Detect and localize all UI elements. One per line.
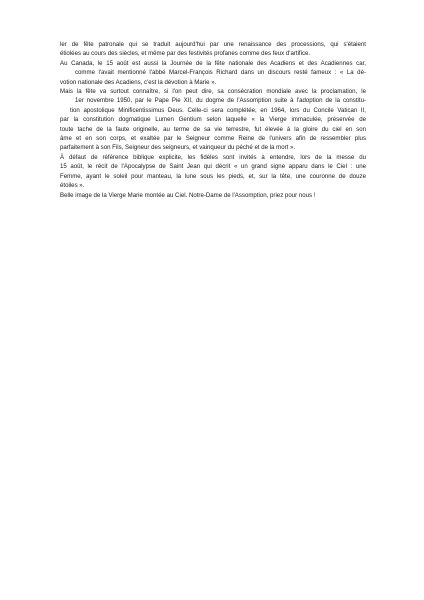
text-line: Mais la fête va surtout connaître, si l'on peut dire, sa consécration mondiale avec la proclamation, le	[60, 88, 366, 96]
text-line: Au Canada, le 15 août est aussi la Journée de la fête nationale des Acadiens et des Acadiennes car,	[60, 59, 366, 67]
text-line: votion nationale des Acadiens, c'est la dévotion à Marie ».	[60, 78, 217, 86]
paragraph-apocalypse	[60, 153, 366, 191]
text-line: parfaitement à son Fils, Seigneur des seigneurs, et vainqueur du péché et de la mort ».	[60, 144, 296, 152]
text-line: tion apostolique Minificentissimus Deus. Celle-ci sera complétée, en 1964, lors du Concile Vatican II,	[70, 106, 366, 114]
paragraph-dogma	[60, 87, 366, 153]
text-line: toute tache de la faute originelle, au terme de sa vie terrestre, fut élevée à la gloire du ciel en son	[60, 125, 366, 133]
text-line: comme l'avait mentionné l'abbé Marcel-François Richard dans un discours resté fameux : « La dé-	[75, 69, 366, 77]
text-line: Belle image de la Vierge Marie montée au Ciel. Notre-Dame de l'Assomption, priez pour nous !	[60, 191, 316, 199]
text-line: Femme, ayant le soleil pour manteau, la lune sous les pieds, et, sur la tête, une couronne de douze	[60, 172, 366, 180]
text-line: 1er novembre 1950, par le Pape Pie XII, du dogme de l'Assomption suite à l'adoption de la constitu-	[75, 97, 366, 105]
paragraph-prayer	[60, 191, 366, 200]
text-line: par la constitution dogmatique Lumen Gentium selon laquelle « la Vierge immaculée, préservée de	[60, 116, 366, 124]
document-page	[60, 40, 366, 200]
text-line: étoiles ».	[60, 182, 85, 190]
text-line: 15 août, le récit de l'Apocalypse de Saint Jean qui décrit « un grand signe apparu dans le Ciel : une	[60, 163, 366, 171]
text-line: À défaut de référence biblique explicite, les fidèles sont invités à entendre, lors de la messe du	[60, 153, 366, 161]
text-line: ler de fête patronale qui se traduit aujourd'hui par une renaissance des processions, qui s'étaient	[60, 41, 366, 48]
paragraph-canada	[60, 59, 366, 87]
text-line: âme et en son corps, et exaltée par le Seigneur comme Reine de l'univers afin de ressembler plus	[60, 135, 366, 143]
paragraph-processions	[60, 40, 366, 59]
text-line: étiolées au cours des siècles, et même par des festivités profanes comme des feux d'artifice.	[60, 50, 311, 58]
